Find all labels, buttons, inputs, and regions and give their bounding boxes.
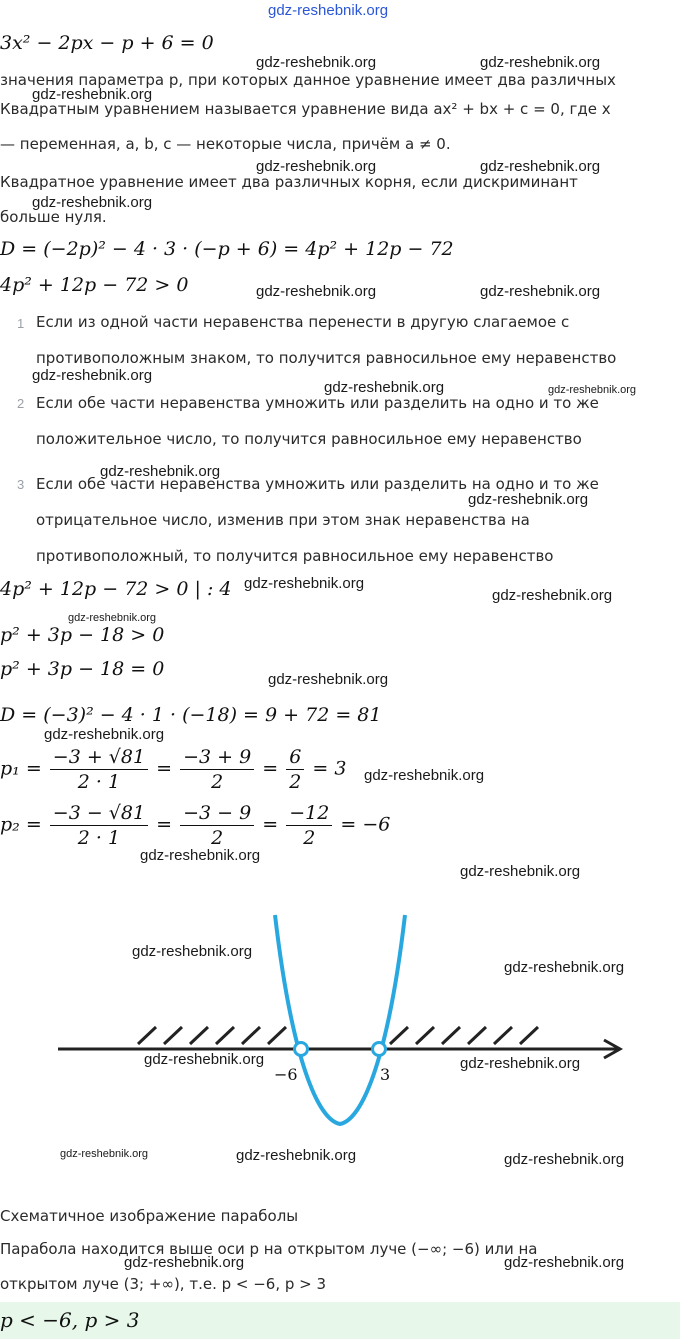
watermark: gdz-reshebnik.org: [480, 283, 601, 300]
root-point-left: [295, 1043, 308, 1056]
inequality-1: 4p² + 12p − 72 > 0: [0, 274, 189, 296]
definition-line-1: Квадратным уравнением называется уравнение вида ax² + bx + c = 0, где x: [0, 100, 611, 118]
rule-2-line-1: Если обе части неравенства умножить или разделить на одно и то же: [36, 394, 599, 412]
hatching-left: [138, 1027, 286, 1044]
watermark: gdz-reshebnik.org: [548, 384, 637, 396]
rule-2-line-2: положительное число, то получится равносильное ему неравенство: [36, 430, 582, 448]
rule-1-line-2: противоположным знаком, то получится равносильное ему неравенство: [36, 349, 617, 367]
watermark: gdz-reshebnik.org: [68, 612, 157, 624]
inequality-divide: 4p² + 12p − 72 > 0 | : 4: [0, 578, 232, 600]
p2-fraction-1: $\frac{-3 - √81}{2 \cdot 1}$: [50, 802, 148, 849]
conclusion-line-1: Парабола находится выше оси p на открытом луче (−∞; −6) или на: [0, 1240, 538, 1258]
graph-caption: Схематичное изображение параболы: [0, 1207, 299, 1225]
discriminant-1: D = (−2p)² − 4 · 3 · (−p + 6) = 4p² + 12p − 72: [0, 238, 454, 260]
watermark: gdz-reshebnik.org: [144, 1051, 265, 1068]
p2-fraction-2: $\frac{-3 - 9}{2}$: [180, 802, 254, 849]
inequality-2: p² + 3p − 18 > 0: [0, 624, 165, 646]
watermark: gdz-reshebnik.org: [364, 767, 485, 784]
root-p1: p₁ = $\frac{-3 + √81}{2 \cdot 1}$ = $\frac{-3 + 9}{2}$ = $\frac{6}{2}$ = 3: [0, 746, 347, 793]
hatching-right: [390, 1027, 538, 1044]
watermark: gdz-reshebnik.org: [460, 863, 581, 880]
watermark: gdz-reshebnik.org: [124, 1254, 245, 1271]
watermark: gdz-reshebnik.org: [492, 587, 613, 604]
discriminant-rule-line-1: Квадратное уравнение имеет два различных корня, если дискриминант: [0, 173, 578, 191]
watermark: gdz-reshebnik.org: [60, 1148, 149, 1160]
answer-box: [0, 1302, 680, 1339]
equation-2: p² + 3p − 18 = 0: [0, 658, 165, 680]
conclusion-line-2: открытом луче (3; +∞), т.е. p < −6, p > 3: [0, 1275, 327, 1293]
p1-label: p₁ =: [0, 757, 42, 780]
watermark: gdz-reshebnik.org: [460, 1055, 581, 1072]
p2-result: = −6: [340, 813, 391, 836]
watermark: gdz-reshebnik.org: [504, 1151, 625, 1168]
discriminant-rule-line-2: больше нуля.: [0, 208, 107, 226]
rule-number: 3: [17, 477, 25, 492]
root-right-label: 3: [380, 1065, 391, 1084]
watermark: gdz-reshebnik.org: [32, 367, 153, 384]
watermark: gdz-reshebnik.org: [32, 194, 153, 211]
watermark: gdz-reshebnik.org: [256, 283, 377, 300]
watermark: gdz-reshebnik.org: [100, 463, 221, 480]
watermark: gdz-reshebnik.org: [504, 1254, 625, 1271]
watermark: gdz-reshebnik.org: [268, 2, 389, 19]
definition-line-2: — переменная, a, b, c — некоторые числа, причём a ≠ 0.: [0, 135, 451, 153]
root-p2: p₂ = $\frac{-3 - √81}{2 \cdot 1}$ = $\frac{-3 - 9}{2}$ = $\frac{-12}{2}$ = −6: [0, 802, 391, 849]
p2-fraction-3: $\frac{-12}{2}$: [286, 802, 332, 849]
watermark: gdz-reshebnik.org: [132, 943, 253, 960]
p2-label: p₂ =: [0, 813, 42, 836]
watermark: gdz-reshebnik.org: [504, 959, 625, 976]
task-text: значения параметра p, при которых данное уравнение имеет два различных: [0, 71, 616, 89]
rule-number: 2: [17, 396, 25, 411]
watermark: gdz-reshebnik.org: [256, 54, 377, 71]
rule-3-line-1: Если обе части неравенства умножить или разделить на одно и то же: [36, 475, 599, 493]
parabola-curve: [275, 915, 405, 1124]
watermark: gdz-reshebnik.org: [244, 575, 365, 592]
rule-3-line-3: противоположный, то получится равносильное ему неравенство: [36, 547, 554, 565]
discriminant-2: D = (−3)² − 4 · 1 · (−18) = 9 + 72 = 81: [0, 704, 382, 726]
given-equation: 3x² − 2px − p + 6 = 0: [0, 32, 214, 54]
p1-fraction-3: $\frac{6}{2}$: [286, 746, 304, 793]
answer-text: p < −6, p > 3: [0, 1308, 140, 1332]
watermark: gdz-reshebnik.org: [468, 491, 589, 508]
watermark: gdz-reshebnik.org: [480, 54, 601, 71]
root-point-right: [373, 1043, 386, 1056]
watermark: gdz-reshebnik.org: [32, 86, 153, 103]
watermark: gdz-reshebnik.org: [236, 1147, 357, 1164]
watermark: gdz-reshebnik.org: [44, 726, 165, 743]
p1-fraction-1: $\frac{-3 + √81}{2 \cdot 1}$: [50, 746, 148, 793]
p1-result: = 3: [312, 757, 347, 780]
watermark: gdz-reshebnik.org: [268, 671, 389, 688]
watermark: gdz-reshebnik.org: [480, 158, 601, 175]
rule-1-line-1: Если из одной части неравенства перенести в другую слагаемое с: [36, 313, 570, 331]
watermark: gdz-reshebnik.org: [140, 847, 261, 864]
watermark: gdz-reshebnik.org: [256, 158, 377, 175]
watermark: gdz-reshebnik.org: [324, 379, 445, 396]
root-left-label: −6: [274, 1065, 298, 1084]
p1-fraction-2: $\frac{-3 + 9}{2}$: [180, 746, 254, 793]
rule-3-line-2: отрицательное число, изменив при этом знак неравенства на: [36, 511, 530, 529]
rule-number: 1: [17, 316, 25, 331]
